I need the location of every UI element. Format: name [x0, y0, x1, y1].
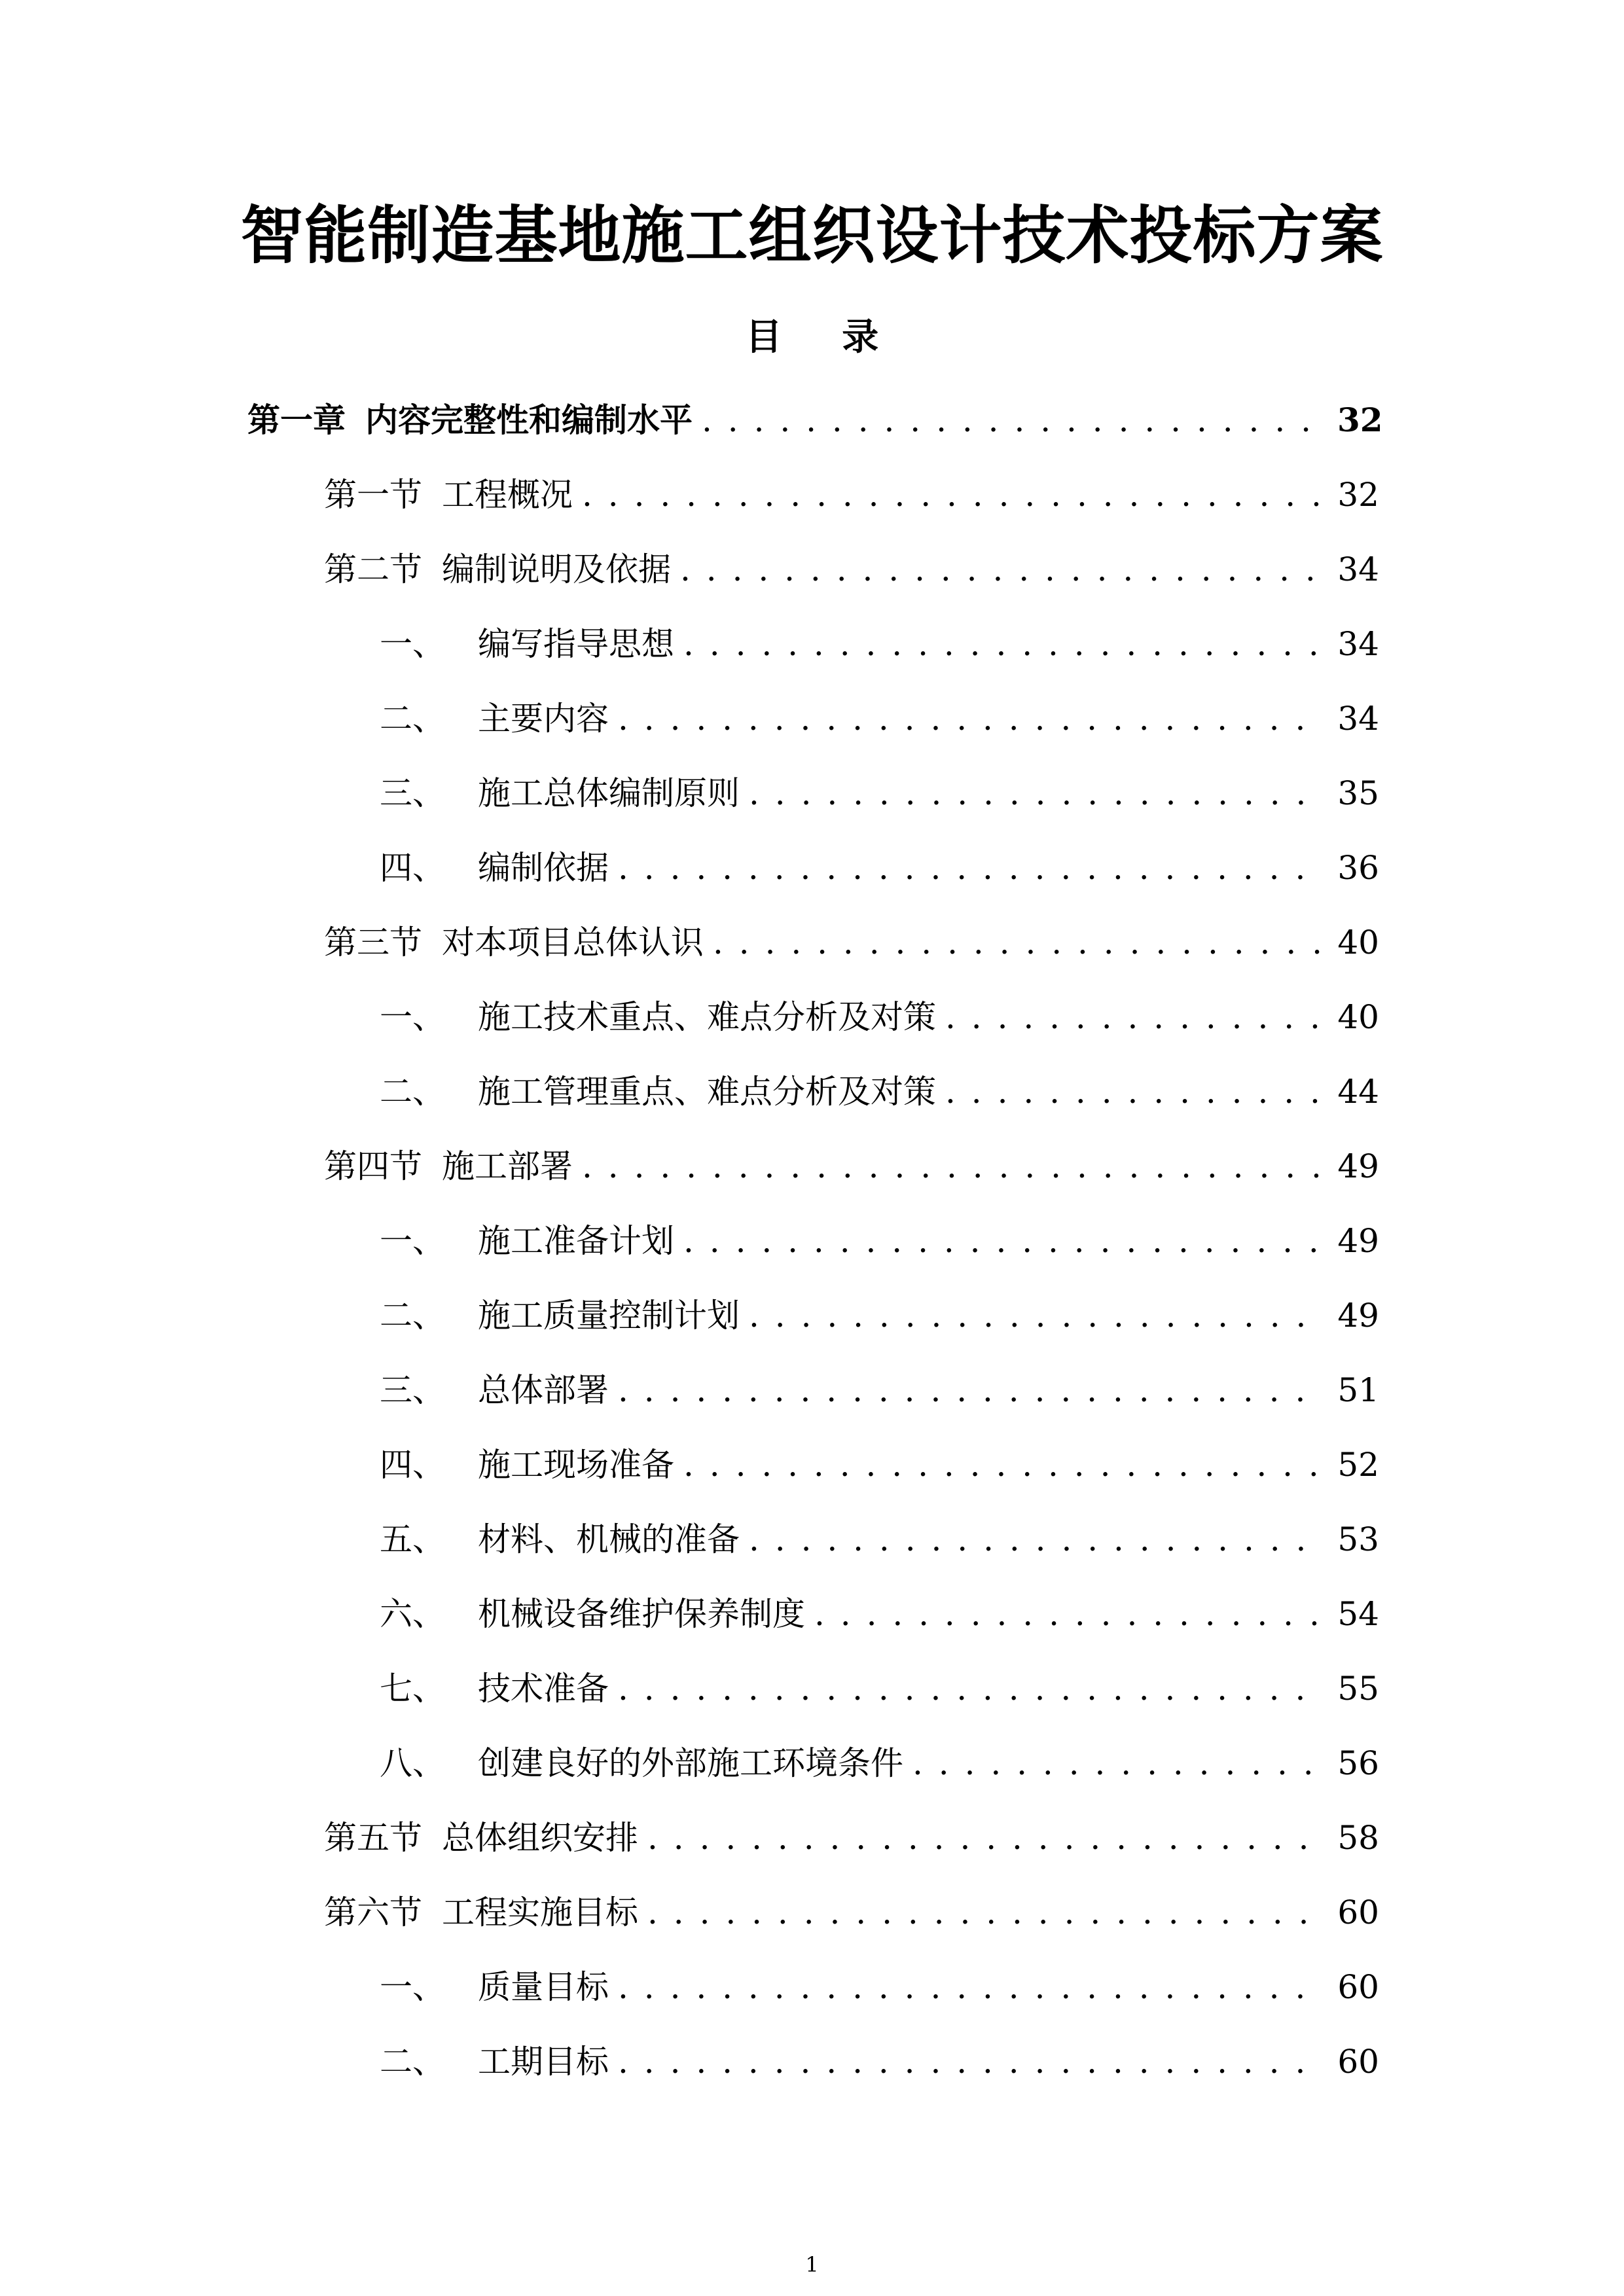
toc-entry-number: 六、 — [380, 1595, 445, 1633]
toc-entry-label: 施工技术重点、难点分析及对策 — [478, 998, 936, 1036]
toc-entry-number: 二、 — [380, 2043, 445, 2081]
toc-entry-page-number: 40 — [1337, 998, 1379, 1036]
toc-entry-number: 一、 — [380, 1968, 445, 2006]
toc-entry-page-number: 49 — [1337, 1222, 1379, 1260]
toc-entry[interactable] — [0, 383, 1624, 457]
toc-entry-page-number: 32 — [1337, 401, 1383, 439]
toc-entry-number: 第六节 — [324, 1893, 422, 1931]
toc-entry-number: 四、 — [380, 849, 445, 887]
toc-entry-number: 三、 — [380, 774, 445, 812]
toc-dot-leader — [683, 621, 1324, 667]
toc-entry-label: 编制依据 — [478, 849, 609, 887]
toc-entry-number: 第三节 — [324, 924, 422, 961]
toc-entry-label: 对本项目总体认识 — [442, 924, 704, 961]
toc-entry-number: 三、 — [380, 1371, 445, 1409]
toc-entry[interactable] — [0, 905, 1624, 980]
toc-entry-page-number: 44 — [1337, 1073, 1379, 1111]
toc-entry-number: 第四节 — [324, 1147, 422, 1185]
toc-entry-label: 总体部署 — [478, 1371, 609, 1409]
toc-entry-number: 八、 — [380, 1744, 445, 1782]
toc-entry-number: 一、 — [380, 625, 445, 663]
toc-entry-page-number: 34 — [1337, 625, 1379, 663]
toc-dot-leader — [702, 397, 1324, 443]
toc-dot-leader — [945, 994, 1324, 1040]
toc-entry-page-number: 56 — [1337, 1744, 1379, 1782]
toc-entry-page-number: 51 — [1337, 1371, 1379, 1409]
toc-entry[interactable] — [0, 1726, 1624, 1801]
toc-dot-leader — [618, 845, 1324, 891]
document-title: 智能制造基地施工组织设计技术投标方案 — [240, 198, 1384, 272]
toc-entry[interactable] — [0, 1875, 1624, 1950]
toc-entry-page-number: 32 — [1337, 476, 1379, 514]
toc-entry[interactable] — [0, 1950, 1624, 2024]
toc-entry-label: 工期目标 — [478, 2043, 609, 2081]
toc-dot-leader — [582, 472, 1324, 518]
toc-dot-leader — [647, 1890, 1324, 1935]
toc-entry-page-number: 54 — [1337, 1595, 1379, 1633]
toc-entry-page-number: 35 — [1337, 774, 1379, 812]
toc-entry[interactable] — [0, 831, 1624, 905]
toc-dot-leader — [814, 1591, 1324, 1637]
toc-entry[interactable] — [0, 1502, 1624, 1577]
toc-entry-page-number: 36 — [1337, 849, 1379, 887]
toc-dot-leader — [647, 1815, 1324, 1861]
toc-dot-leader — [912, 1740, 1324, 1786]
toc-entry-label: 工程概况 — [442, 476, 573, 514]
toc-dot-leader — [749, 1516, 1324, 1562]
toc-entry[interactable] — [0, 1353, 1624, 1427]
toc-entry-number: 二、 — [380, 700, 445, 738]
toc-entry-number: 第一章 — [247, 401, 346, 439]
toc-entry-number: 二、 — [380, 1297, 445, 1335]
toc-entry-number: 五、 — [380, 1520, 445, 1558]
toc-entry-page-number: 49 — [1337, 1147, 1379, 1185]
toc-dot-leader — [680, 547, 1324, 592]
toc-entry[interactable] — [0, 1651, 1624, 1726]
toc-entry[interactable] — [0, 2024, 1624, 2099]
toc-entry-number: 二、 — [380, 1073, 445, 1111]
toc-entry-label: 总体组织安排 — [442, 1819, 638, 1857]
toc-heading: 目 录 — [745, 315, 903, 359]
toc-entry-page-number: 49 — [1337, 1297, 1379, 1335]
toc-dot-leader — [618, 1666, 1324, 1712]
toc-entry[interactable] — [0, 607, 1624, 681]
toc-entry-label: 创建良好的外部施工环境条件 — [478, 1744, 903, 1782]
toc-dot-leader — [582, 1143, 1324, 1189]
toc-dot-leader — [713, 920, 1324, 965]
toc-entry-number: 四、 — [380, 1446, 445, 1484]
toc-entry-page-number: 58 — [1337, 1819, 1379, 1857]
toc-entry-label: 机械设备维护保养制度 — [478, 1595, 805, 1633]
toc-dot-leader — [945, 1069, 1324, 1115]
toc-entry-label: 施工管理重点、难点分析及对策 — [478, 1073, 936, 1111]
toc-entry[interactable] — [0, 681, 1624, 756]
toc-entry-number: 七、 — [380, 1670, 445, 1708]
toc-entry-number: 第一节 — [324, 476, 422, 514]
toc-entry-page-number: 55 — [1337, 1670, 1379, 1708]
toc-entry-label: 施工质量控制计划 — [478, 1297, 740, 1335]
toc-entry-page-number: 60 — [1337, 1968, 1379, 2006]
toc-entry-page-number: 34 — [1337, 700, 1379, 738]
toc-entry[interactable] — [0, 532, 1624, 607]
toc-entry-page-number: 34 — [1337, 550, 1379, 588]
toc-entry[interactable] — [0, 1278, 1624, 1353]
toc-dot-leader — [618, 1367, 1324, 1413]
toc-entry[interactable] — [0, 980, 1624, 1054]
toc-entry-page-number: 52 — [1337, 1446, 1379, 1484]
toc-entry-label: 工程实施目标 — [442, 1893, 638, 1931]
toc-dot-leader — [749, 770, 1324, 816]
toc-entry[interactable] — [0, 457, 1624, 532]
toc-entry-label: 技术准备 — [478, 1670, 609, 1708]
toc-entry-page-number: 60 — [1337, 1893, 1379, 1931]
toc-entry[interactable] — [0, 1054, 1624, 1129]
toc-entry[interactable] — [0, 1204, 1624, 1278]
toc-entry-label: 施工部署 — [442, 1147, 573, 1185]
toc-entry-label: 施工现场准备 — [478, 1446, 674, 1484]
toc-entry[interactable] — [0, 1129, 1624, 1204]
toc-entry-label: 施工总体编制原则 — [478, 774, 740, 812]
toc-entry-number: 第二节 — [324, 550, 422, 588]
toc-entry-label: 编写指导思想 — [478, 625, 674, 663]
toc-entry-label: 内容完整性和编制水平 — [365, 401, 693, 439]
toc-dot-leader — [618, 2039, 1324, 2085]
toc-entry-page-number: 53 — [1337, 1520, 1379, 1558]
toc-entry-page-number: 60 — [1337, 2043, 1379, 2081]
page-number: 1 — [805, 2252, 819, 2277]
toc-entry-label: 施工准备计划 — [478, 1222, 674, 1260]
toc-entry-number: 第五节 — [324, 1819, 422, 1857]
toc-entry[interactable] — [0, 756, 1624, 831]
toc-entry[interactable] — [0, 1801, 1624, 1875]
toc-entry[interactable] — [0, 1577, 1624, 1651]
table-of-contents — [0, 383, 1624, 2099]
toc-entry-number: 一、 — [380, 1222, 445, 1260]
toc-entry-label: 材料、机械的准备 — [478, 1520, 740, 1558]
toc-entry-number: 一、 — [380, 998, 445, 1036]
toc-dot-leader — [683, 1218, 1324, 1264]
toc-dot-leader — [618, 696, 1324, 742]
toc-entry-label: 质量目标 — [478, 1968, 609, 2006]
toc-dot-leader — [618, 1964, 1324, 2010]
toc-dot-leader — [683, 1442, 1324, 1488]
toc-dot-leader — [749, 1293, 1324, 1338]
toc-entry-label: 主要内容 — [478, 700, 609, 738]
toc-entry[interactable] — [0, 1427, 1624, 1502]
toc-entry-page-number: 40 — [1337, 924, 1379, 961]
toc-entry-label: 编制说明及依据 — [442, 550, 671, 588]
